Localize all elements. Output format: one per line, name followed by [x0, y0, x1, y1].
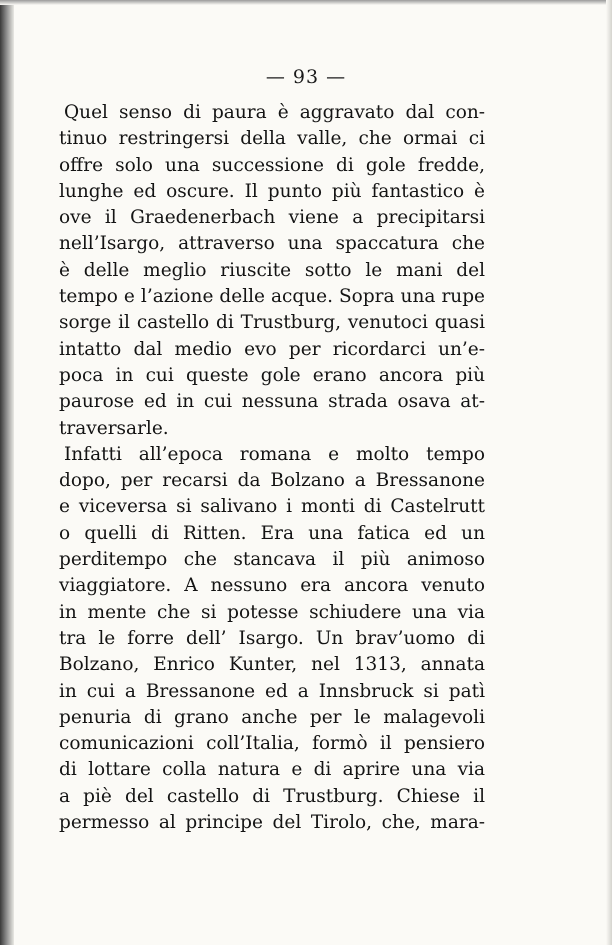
text-line: lunghe ed oscure. Il punto più fantastico è — [59, 180, 485, 202]
text-line: traversarle. — [59, 417, 169, 439]
text-line: tra le forre dell’ Isargo. Un brav’uomo di — [59, 627, 485, 649]
text-line: viaggiatore. A nessuno era ancora venuto — [59, 575, 485, 597]
text-line: nell’Isargo, attraverso una spaccatura che — [59, 233, 485, 255]
text-line: permesso al principe del Tirolo, che, mara- — [59, 812, 485, 834]
text-line: di lottare colla natura e di aprire una via — [59, 759, 485, 781]
page-right-edge — [606, 0, 612, 945]
text-line: comunicazioni coll’Italia, formò il pensiero — [59, 733, 485, 755]
text-line: paurose ed in cui nessuna strada osava at- — [59, 391, 485, 413]
page-top-edge — [0, 0, 612, 5]
text-line: offre solo una successione di gole fredde, — [59, 154, 485, 176]
text-line: dopo, per recarsi da Bolzano a Bressanone — [59, 470, 485, 492]
text-line: tempo e l’azione delle acque. Sopra una rupe — [59, 286, 485, 308]
text-line: ove il Graedenerbach viene a precipitarsi — [59, 207, 485, 229]
text-line: sorge il castello di Trustburg, venutoci quasi — [59, 312, 485, 334]
text-line: perditempo che stancava il più animoso — [59, 549, 485, 571]
text-line: Quel senso di paura è aggravato dal con- — [64, 102, 485, 123]
text-line: tinuo restringersi della valle, che ormai ci — [59, 128, 485, 150]
text-line: è delle meglio riuscite sotto le mani del — [59, 259, 485, 281]
text-line: a piè del castello di Trustburg. Chiese il — [59, 785, 485, 807]
text-line: intatto dal medio evo per ricordarci un’e- — [59, 338, 485, 360]
text-line: o quelli di Ritten. Era una fatica ed un — [59, 522, 485, 544]
text-line: Bolzano, Enrico Kunter, nel 1313, annata — [59, 654, 485, 676]
text-line: in cui a Bressanone ed a Innsbruck si patì — [59, 680, 485, 702]
page-binding-shadow — [0, 0, 14, 945]
text-line: Infatti all’epoca romana e molto tempo — [64, 443, 485, 465]
text-line: penuria di grano anche per le malagevoli — [59, 706, 485, 728]
page-number: — 93 — — [265, 66, 347, 88]
text-line: e viceversa si salivano i monti di Castelrutt — [59, 496, 485, 518]
body-text — [59, 100, 485, 836]
text-line: in mente che si potesse schiudere una via — [59, 601, 485, 623]
text-line: poca in cui queste gole erano ancora più — [59, 364, 485, 386]
